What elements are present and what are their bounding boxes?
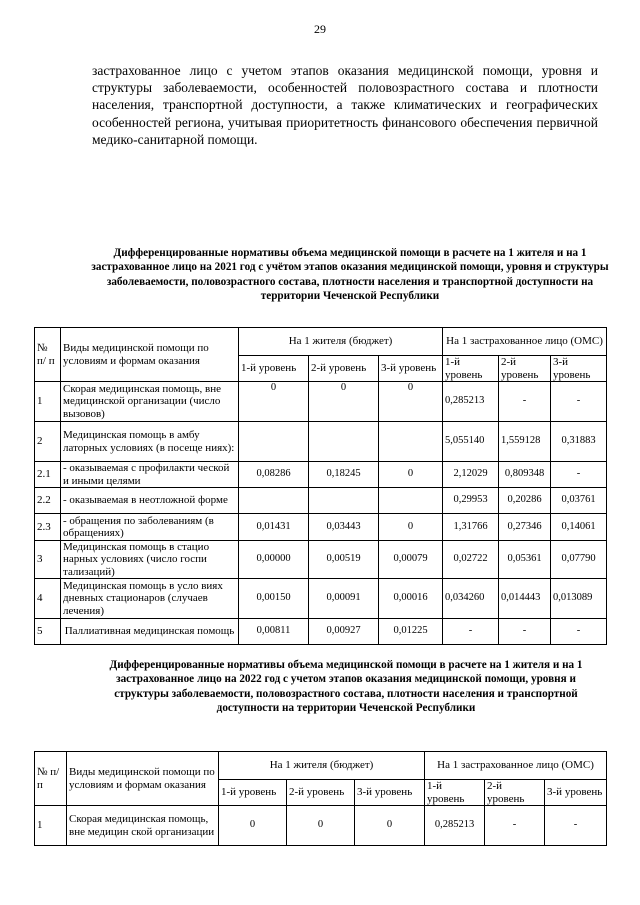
intro-paragraph: застрахованное лицо с учетом этапов оказания медицинской помощи, уровня и структуры заболеваемости, особенностей половозрастного состава и плотности населения, транспортной доступности, а также климатических и географических особенностей региона, учитывая приоритетность финансового обеспечения первичной медико-санитарной помощи. [92, 63, 598, 147]
cell-b1: 0 [239, 382, 309, 422]
cell-o2: 0,014443 [499, 579, 551, 619]
row-name: - оказываемая в неотложной форме [61, 488, 239, 514]
cell-b3 [379, 422, 443, 462]
header-oms-level2: 2-й уровень [485, 780, 545, 806]
cell-o2: - [485, 806, 545, 846]
cell-b3: 0,00016 [379, 579, 443, 619]
row-num: 1 [35, 382, 61, 422]
row-name: Скорая медицинская помощь, вне медицинской организации (число вызовов) [61, 382, 239, 422]
cell-o1: - [443, 619, 499, 645]
table-row [35, 422, 607, 462]
cell-o1: 0,02722 [443, 541, 499, 579]
cell-o3: 0,31883 [551, 422, 607, 462]
cell-b2: 0,03443 [309, 514, 379, 541]
table-row [35, 619, 607, 645]
cell-b1: 0 [219, 806, 287, 846]
cell-b3: 0 [355, 806, 425, 846]
cell-o2: 0,05361 [499, 541, 551, 579]
cell-o2: 1,559128 [499, 422, 551, 462]
row-num: 1 [35, 806, 67, 846]
row-num: 2.3 [35, 514, 61, 541]
table-2022 [34, 751, 607, 846]
cell-o2: 0,27346 [499, 514, 551, 541]
row-num: 2 [35, 422, 61, 462]
table-2022-title: Дифференцированные нормативы объема медицинской помощи в расчете на 1 жителя и на 1 застрахованное лицо на 2022 год с учетом этапов оказания медицинской помощи, уровня и структуры заболеваемости, половозрастного состава, плотности населения и транспортной доступности на территории Чеченской Республики [109, 659, 583, 714]
header-budget-level1: 1-й уровень [239, 356, 309, 382]
row-name: Медицинская помощь в стацио нарных условиях (число госпи тализаций) [61, 541, 239, 579]
table-row [35, 806, 607, 846]
table-row [35, 382, 607, 422]
header-types: Виды медицинской помощи по условиям и формам оказания [67, 752, 219, 806]
header-budget: На 1 жителя (бюджет) [239, 328, 443, 356]
header-oms-level3: 3-й уровень [551, 356, 607, 382]
row-name: - обращения по заболеваниям (в обращениях) [61, 514, 239, 541]
table-row [35, 541, 607, 579]
cell-o3: - [551, 619, 607, 645]
row-num: 4 [35, 579, 61, 619]
header-oms-level3: 3-й уровень [545, 780, 607, 806]
header-num: № п/ п [35, 752, 67, 806]
table-2021-title: Дифференцированные нормативы объема медицинской помощи в расчете на 1 жителя и на 1 застрахованное лицо на 2021 год с учётом этапов оказания медицинской помощи, уровня и структуры заболеваемости, половозрастного состава, плотности населения и транспортной доступности на территории Чеченской Республики [91, 247, 609, 302]
cell-b3 [379, 488, 443, 514]
row-num: 3 [35, 541, 61, 579]
table-row [35, 514, 607, 541]
cell-b1: 0,00000 [239, 541, 309, 579]
cell-b2 [309, 488, 379, 514]
header-num: № п/ п [35, 328, 61, 382]
cell-o3: - [545, 806, 607, 846]
table-row [35, 462, 607, 488]
page-number: 29 [314, 22, 326, 36]
cell-b2: 0 [287, 806, 355, 846]
cell-b3: 0 [379, 514, 443, 541]
header-budget-level3: 3-й уровень [355, 780, 425, 806]
header-oms-level1: 1-й уровень [443, 356, 499, 382]
cell-b2: 0,00091 [309, 579, 379, 619]
cell-o2: - [499, 382, 551, 422]
cell-b1 [239, 422, 309, 462]
cell-o1: 2,12029 [443, 462, 499, 488]
cell-b1: 0,08286 [239, 462, 309, 488]
row-name: - оказываемая с профилакти ческой и иными целями [61, 462, 239, 488]
cell-b3: 0,01225 [379, 619, 443, 645]
header-oms-level1: 1-й уровень [425, 780, 485, 806]
cell-o3: 0,14061 [551, 514, 607, 541]
cell-o2: - [499, 619, 551, 645]
cell-b3: 0 [379, 382, 443, 422]
cell-b2: 0 [309, 382, 379, 422]
cell-o2: 0,20286 [499, 488, 551, 514]
cell-o1: 0,034260 [443, 579, 499, 619]
cell-b1 [239, 488, 309, 514]
cell-b2: 0,00519 [309, 541, 379, 579]
cell-b1: 0,00150 [239, 579, 309, 619]
row-name: Медицинская помощь в усло виях дневных стационаров (случаев лечения) [61, 579, 239, 619]
table-2021 [34, 327, 607, 645]
table-row [35, 579, 607, 619]
cell-o1: 5,055140 [443, 422, 499, 462]
header-budget-level3: 3-й уровень [379, 356, 443, 382]
cell-b1: 0,00811 [239, 619, 309, 645]
header-budget-level1: 1-й уровень [219, 780, 287, 806]
cell-b1: 0,01431 [239, 514, 309, 541]
row-num: 5 [35, 619, 61, 645]
cell-o3: 0,013089 [551, 579, 607, 619]
header-oms-level2: 2-й уровень [499, 356, 551, 382]
cell-o1: 0,285213 [425, 806, 485, 846]
cell-o2: 0,809348 [499, 462, 551, 488]
cell-o1: 0,285213 [443, 382, 499, 422]
row-name: Медицинская помощь в амбу латорных условиях (в посеще ниях): [61, 422, 239, 462]
cell-b2 [309, 422, 379, 462]
cell-o3: - [551, 382, 607, 422]
row-name: Паллиативная медицинская помощь [61, 619, 239, 645]
header-budget: На 1 жителя (бюджет) [219, 752, 425, 780]
cell-o3: 0,07790 [551, 541, 607, 579]
row-num: 2.2 [35, 488, 61, 514]
header-oms: На 1 застрахованное лицо (ОМС) [425, 752, 607, 780]
header-budget-level2: 2-й уровень [287, 780, 355, 806]
cell-o1: 0,29953 [443, 488, 499, 514]
cell-b2: 0,18245 [309, 462, 379, 488]
row-name: Скорая медицинская помощь, вне медицин ской организации [67, 806, 219, 846]
cell-b3: 0 [379, 462, 443, 488]
header-budget-level2: 2-й уровень [309, 356, 379, 382]
cell-b2: 0,00927 [309, 619, 379, 645]
header-types: Виды медицинской помощи по условиям и формам оказания [61, 328, 239, 382]
header-oms: На 1 застрахованное лицо (ОМС) [443, 328, 607, 356]
row-num: 2.1 [35, 462, 61, 488]
table-row [35, 488, 607, 514]
cell-o3: - [551, 462, 607, 488]
cell-b3: 0,00079 [379, 541, 443, 579]
cell-o3: 0,03761 [551, 488, 607, 514]
cell-o1: 1,31766 [443, 514, 499, 541]
